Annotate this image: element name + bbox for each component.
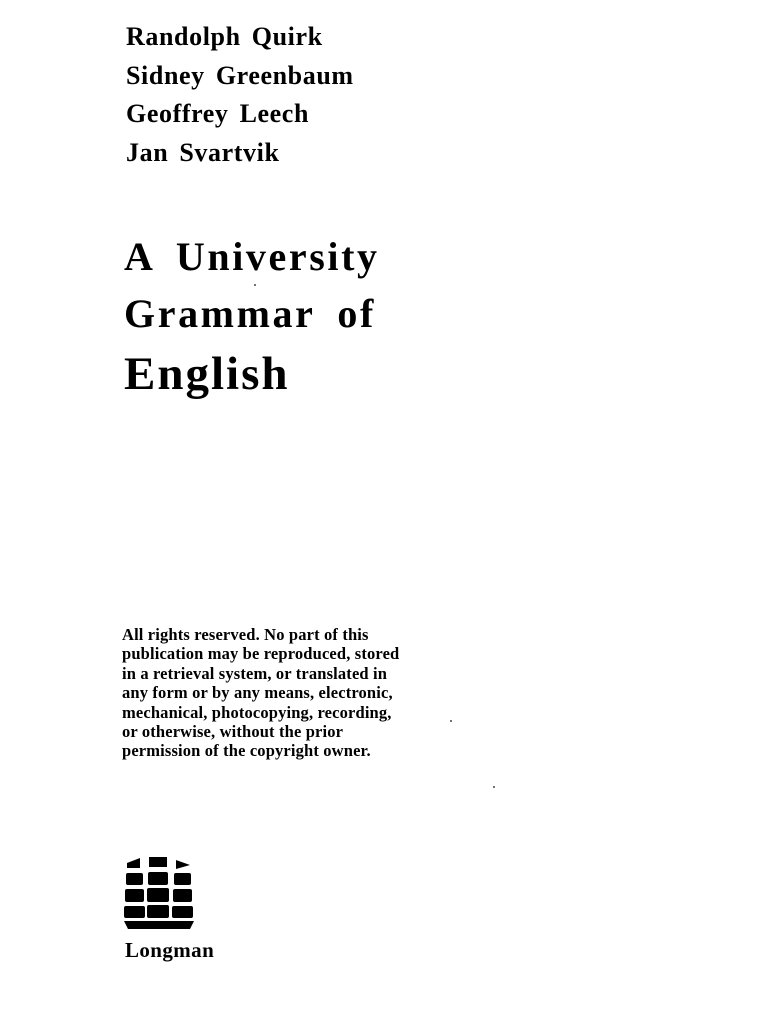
longman-ship-icon (124, 855, 194, 930)
author-name: Randolph Quirk (126, 22, 323, 51)
copyright-line: or otherwise, without the prior (122, 722, 344, 742)
copyright-notice (122, 625, 512, 761)
print-speck (254, 284, 256, 286)
title-line-1: A University (124, 234, 380, 279)
copyright-line: any form or by any means, electronic, (122, 683, 393, 703)
print-speck (450, 720, 452, 722)
author-name: Geoffrey Leech (126, 99, 310, 128)
author-name: Sidney Greenbaum (126, 60, 354, 90)
copyright-line: permission of the copyright owner. (122, 741, 371, 761)
author-name: Jan Svartvik (126, 137, 280, 167)
author-list (126, 18, 354, 172)
title-line-2: Grammar of (124, 291, 376, 336)
title-line-3: English (124, 348, 290, 400)
copyright-line: publication may be reproduced, stored (122, 644, 400, 664)
publisher-name: Longman (125, 938, 215, 962)
copyright-line: mechanical, photocopying, recording, (122, 702, 392, 722)
print-speck (493, 786, 495, 788)
book-title (124, 228, 380, 406)
copyright-line: All rights reserved. No part of this (122, 625, 369, 644)
copyright-line: in a retrieval system, or translated in (122, 663, 388, 683)
